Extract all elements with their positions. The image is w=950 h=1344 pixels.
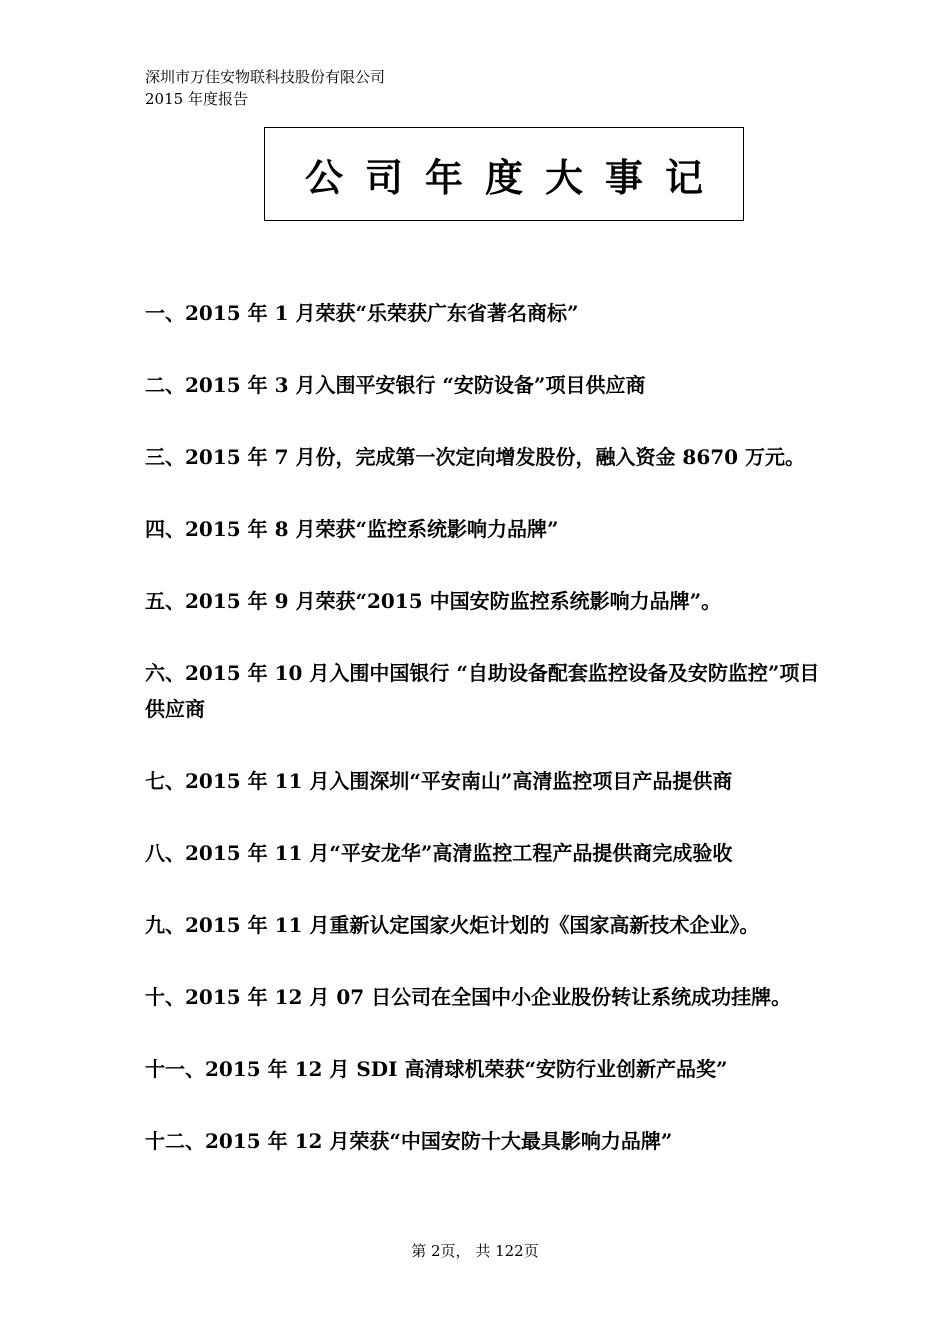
page-number-footer: 第 2页， 共 122页 [411, 1242, 539, 1260]
event-item: 十、2015 年 12 月 07 日公司在全国中小企业股份转让系统成功挂牌。 [145, 985, 792, 1009]
event-item: 一、2015 年 1 月荣获“乐荣获广东省著名商标” [145, 301, 579, 325]
event-item: 三、2015 年 7 月份，完成第一次定向增发股份，融入资金 8670 万元。 [145, 445, 806, 469]
event-item: 十二、2015 年 12 月荣获“中国安防十大最具影响力品牌” [145, 1129, 673, 1153]
event-item: 九、2015 年 11 月重新认定国家火炬计划的《国家高新技术企业》。 [145, 913, 760, 937]
event-item: 五、2015 年 9 月荣获“2015 中国安防监控系统影响力品牌”。 [145, 589, 722, 613]
event-item: 八、2015 年 11 月“平安龙华”高清监控工程产品提供商完成验收 [145, 841, 733, 865]
header-report-title: 2015 年度报告 [145, 90, 248, 108]
title-box [264, 127, 744, 221]
header-company-name: 深圳市万佳安物联科技股份有限公司 [145, 68, 386, 86]
event-item: 四、2015 年 8 月荣获“监控系统影响力品牌” [145, 517, 559, 541]
event-item: 二、2015 年 3 月入围平安银行 “安防设备”项目供应商 [145, 373, 646, 397]
page-title: 公司年度大事记 [304, 155, 725, 200]
event-item: 十一、2015 年 12 月 SDI 高清球机荣获“安防行业创新产品奖” [145, 1057, 728, 1081]
event-item: 六、2015 年 10 月入围中国银行 “自助设备配套监控设备及安防监控”项目供应商 [145, 661, 820, 721]
event-item: 七、2015 年 11 月入围深圳“平安南山”高清监控项目产品提供商 [145, 769, 733, 793]
document-header [145, 66, 385, 110]
events-list [145, 295, 825, 1195]
